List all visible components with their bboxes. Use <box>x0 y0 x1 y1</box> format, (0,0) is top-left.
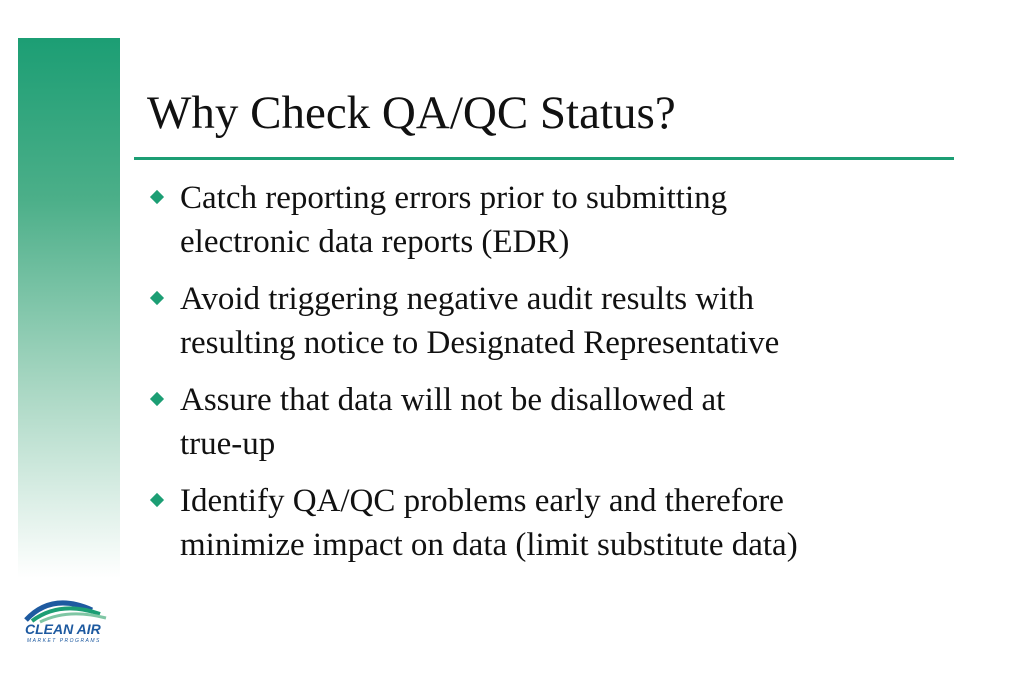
bullet-line: Identify QA/QC problems early and therefore <box>180 483 784 519</box>
diamond-bullet-icon <box>150 190 164 204</box>
clean-air-logo <box>22 596 110 648</box>
bullet-item <box>150 378 950 466</box>
bullet-line: electronic data reports (EDR) <box>180 224 570 260</box>
bullet-line: resulting notice to Designated Representative <box>180 325 780 361</box>
bullet-line: Assure that data will not be disallowed at <box>180 382 726 418</box>
slide-title: Why Check QA/QC Status? <box>147 87 676 139</box>
bullet-item <box>150 277 950 365</box>
bullet-line: true-up <box>180 426 276 462</box>
diamond-bullet-icon <box>150 392 164 406</box>
clean-air-logo-icon <box>22 596 110 624</box>
side-gradient-bar <box>18 38 120 578</box>
bullet-line: Catch reporting errors prior to submitting <box>180 180 728 216</box>
bullet-list <box>150 176 950 580</box>
bullet-line: Avoid triggering negative audit results with <box>180 281 755 317</box>
bullet-item <box>150 176 950 264</box>
bullet-line: minimize impact on data (limit substitute data) <box>180 527 798 563</box>
logo-subtitle: MARKET PROGRAMS <box>27 638 101 644</box>
logo-name: CLEAN AIR <box>25 621 101 637</box>
bullet-item <box>150 479 950 567</box>
diamond-bullet-icon <box>150 291 164 305</box>
diamond-bullet-icon <box>150 493 164 507</box>
title-divider <box>134 157 954 160</box>
